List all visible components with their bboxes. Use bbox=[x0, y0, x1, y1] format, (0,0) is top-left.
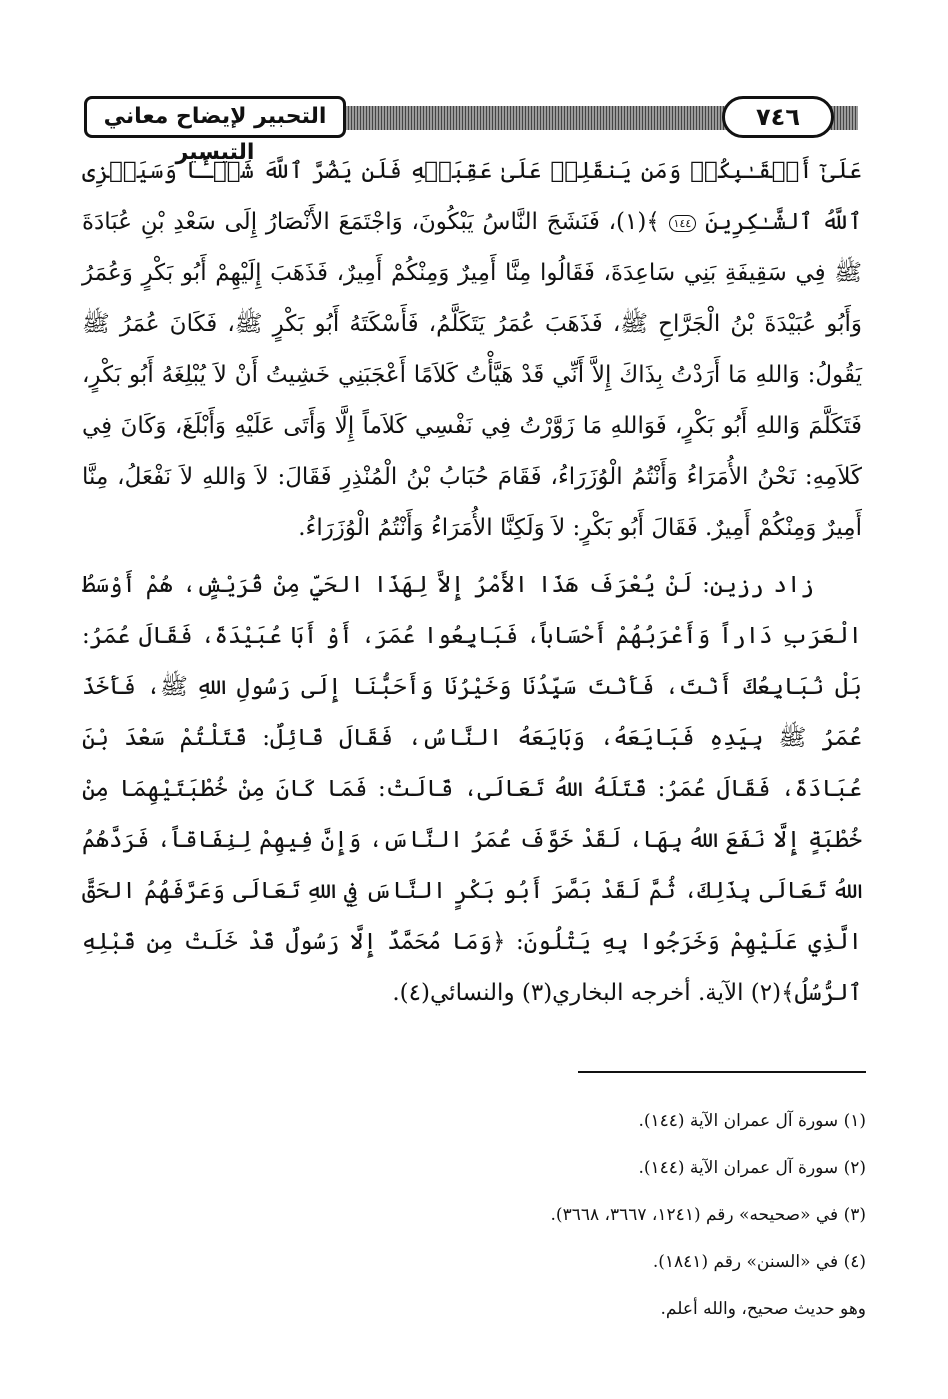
quran-verse: عَلَىٰٓ أَعۡقَـٰبِكُمۡ وَمَن يَنقَلِبۡ عَلَىٰ عَقِبَيۡهِ فَلَن يَضُرَّ ٱللَّهَ شَيۡـًٔا وَسَيَجۡزِى ٱللَّهُ ٱلشَّـٰكِرِينَ bbox=[82, 158, 862, 235]
footnote-2: (٢) سورة آل عمران الآية (١٤٤). bbox=[638, 1158, 866, 1178]
footnote-3: (٣) في «صحيحه» رقم (١٢٤١، ٣٦٦٧، ٣٦٦٨). bbox=[550, 1205, 866, 1225]
footnote-4: (٤) في «السنن» رقم (١٨٤١). bbox=[652, 1252, 866, 1272]
paragraph-2: زاد رزين: لَنْ يُعْرَفَ هَذَا الأَمْرُ إِلاَّ لِهَذَا الحَيِّ مِنْ قُرَيْشٍ، هُمْ أَوْسَطُ الْعَرَبِ دَاراً وَأَعْرَبُهُمْ أَحْسَاباً، فَبَايِعُوا عُمَرَ، أَوْ أَبَا عُبَيْدَةَ، فَقَالَ عُمَرُ: بَلْ نُبَايِعُكَ أَنْتَ، فَأَنْتَ سَيِّدُنَا وَخَيْرُنَا وَأَحَبُّنَا إِلَى رَسُولِ اللهِ ﷺ، فَأَخَذَ عُمَرُ ﷺ بِيَدِهِ فَبَايَعَهُ، وَبَايَعَهُ النَّاسُ، فَقَالَ قَائِلٌ: قَتَلْتُمْ سَعْدَ بْنَ عُبَادَةَ، فَقَالَ عُمَرُ: قَتَلَهُ اللهُ تَعَالَى، قَالَتْ: فَمَا كَانَ مِنْ خُطْبَتَيْهِمَا مِنْ خُطْبَةٍ إِلَّا نَفَعَ اللهُ بِهَا، لَقَدْ خَوَّفَ عُمَرُ النَّاسَ، وَإِنَّ فِيهِمْ لِنِفَاقاً، فَرَدَّهُمُ اللهُ تَعَالَى بِذَلِكَ، ثُمَّ لَقَدْ بَصَّرَ أَبُو بَكْرٍ النَّاسَ فِي اللهِ تَعَالَى وَعَرَّفَهُمُ الحَقَّ الَّذِي عَلَيْهِمْ وَخَرَجُوا بِهِ يَتْلُونَ: ﴿وَمَا مُحَمَّدٌ إِلَّا رَسُولٌ قَدْ خَلَتْ مِن قَبْلِهِ ٱلرُّسُلُ﴾(٢) الآية. أخرجه البخاري(٣) والنسائي(٤). bbox=[82, 572, 862, 1006]
page-number: ٧٤٦ bbox=[722, 96, 834, 138]
closing-remark: وهو حديث صحيح، والله أعلم. bbox=[660, 1299, 866, 1319]
main-text bbox=[82, 146, 862, 1019]
book-title: التحبير لإيضاح معاني التيسير bbox=[84, 96, 346, 138]
footnote-divider bbox=[578, 1071, 866, 1073]
page-header bbox=[84, 96, 858, 165]
paragraph-1 bbox=[82, 146, 862, 554]
paragraph-1-text: ﴾(١)، فَنَشَجَ النَّاسُ يَبْكُونَ، وَاجْتَمَعَ الأَنْصَارُ إِلَى سَعْدِ بْنِ عُبَادَةَ ﷺ فِي سَقِيفَةِ بَنِي سَاعِدَةَ، فَقَالُوا مِنَّا أَمِيرٌ وَمِنْكُمْ أَمِيرٌ، فَذَهَبَ إِلَيْهِمْ أَبُو بَكْرٍ وَعُمَرُ وَأَبُو عُبَيْدَةَ بْنُ الْجَرَّاحِ ﷺ، فَذَهَبَ عُمَرُ يَتَكَلَّمُ، فَأَسْكَتَهُ أَبُو بَكْرٍ ﷺ، فَكَانَ عُمَرُ ﷺ يَقُولُ: وَاللهِ مَا أَرَدْتُ بِذَاكَ إِلاَّ أَنِّي قَدْ هَيَّأْتُ كَلاَمًا أَعْجَبَنِي خَشِيتُ أَنْ لاَ يُبْلِغَهُ أَبُو بَكْرٍ، فَتَكَلَّمَ وَاللهِ أَبُو بَكْرٍ، فَوَاللهِ مَا زَوَّرْتُ فِي نَفْسِي كَلاَماً إِلَّا وَأَتَى عَلَيْهِ وَأَبْلَغَ، وَكَانَ فِي كَلاَمِهِ: نَحْنُ الأُمَرَاءُ وَأَنْتُمُ الْوُزَرَاءُ، فَقَامَ حُبَابُ بْنُ الْمُنْذِرِ فَقَالَ: لاَ وَاللهِ لاَ نَفْعَلُ، مِنَّا أَمِيرٌ وَمِنْكُمْ أَمِيرٌ. فَقَالَ أَبُو بَكْرٍ: لاَ وَلَكِنَّا الأُمَرَاءُ وَأَنْتُمُ الْوُزَرَاءُ. bbox=[82, 209, 862, 541]
ayah-number-mark: ١٤٤ bbox=[669, 215, 697, 232]
footnote-1: (١) سورة آل عمران الآية (١٤٤). bbox=[638, 1111, 866, 1131]
footnotes bbox=[86, 1098, 866, 1333]
